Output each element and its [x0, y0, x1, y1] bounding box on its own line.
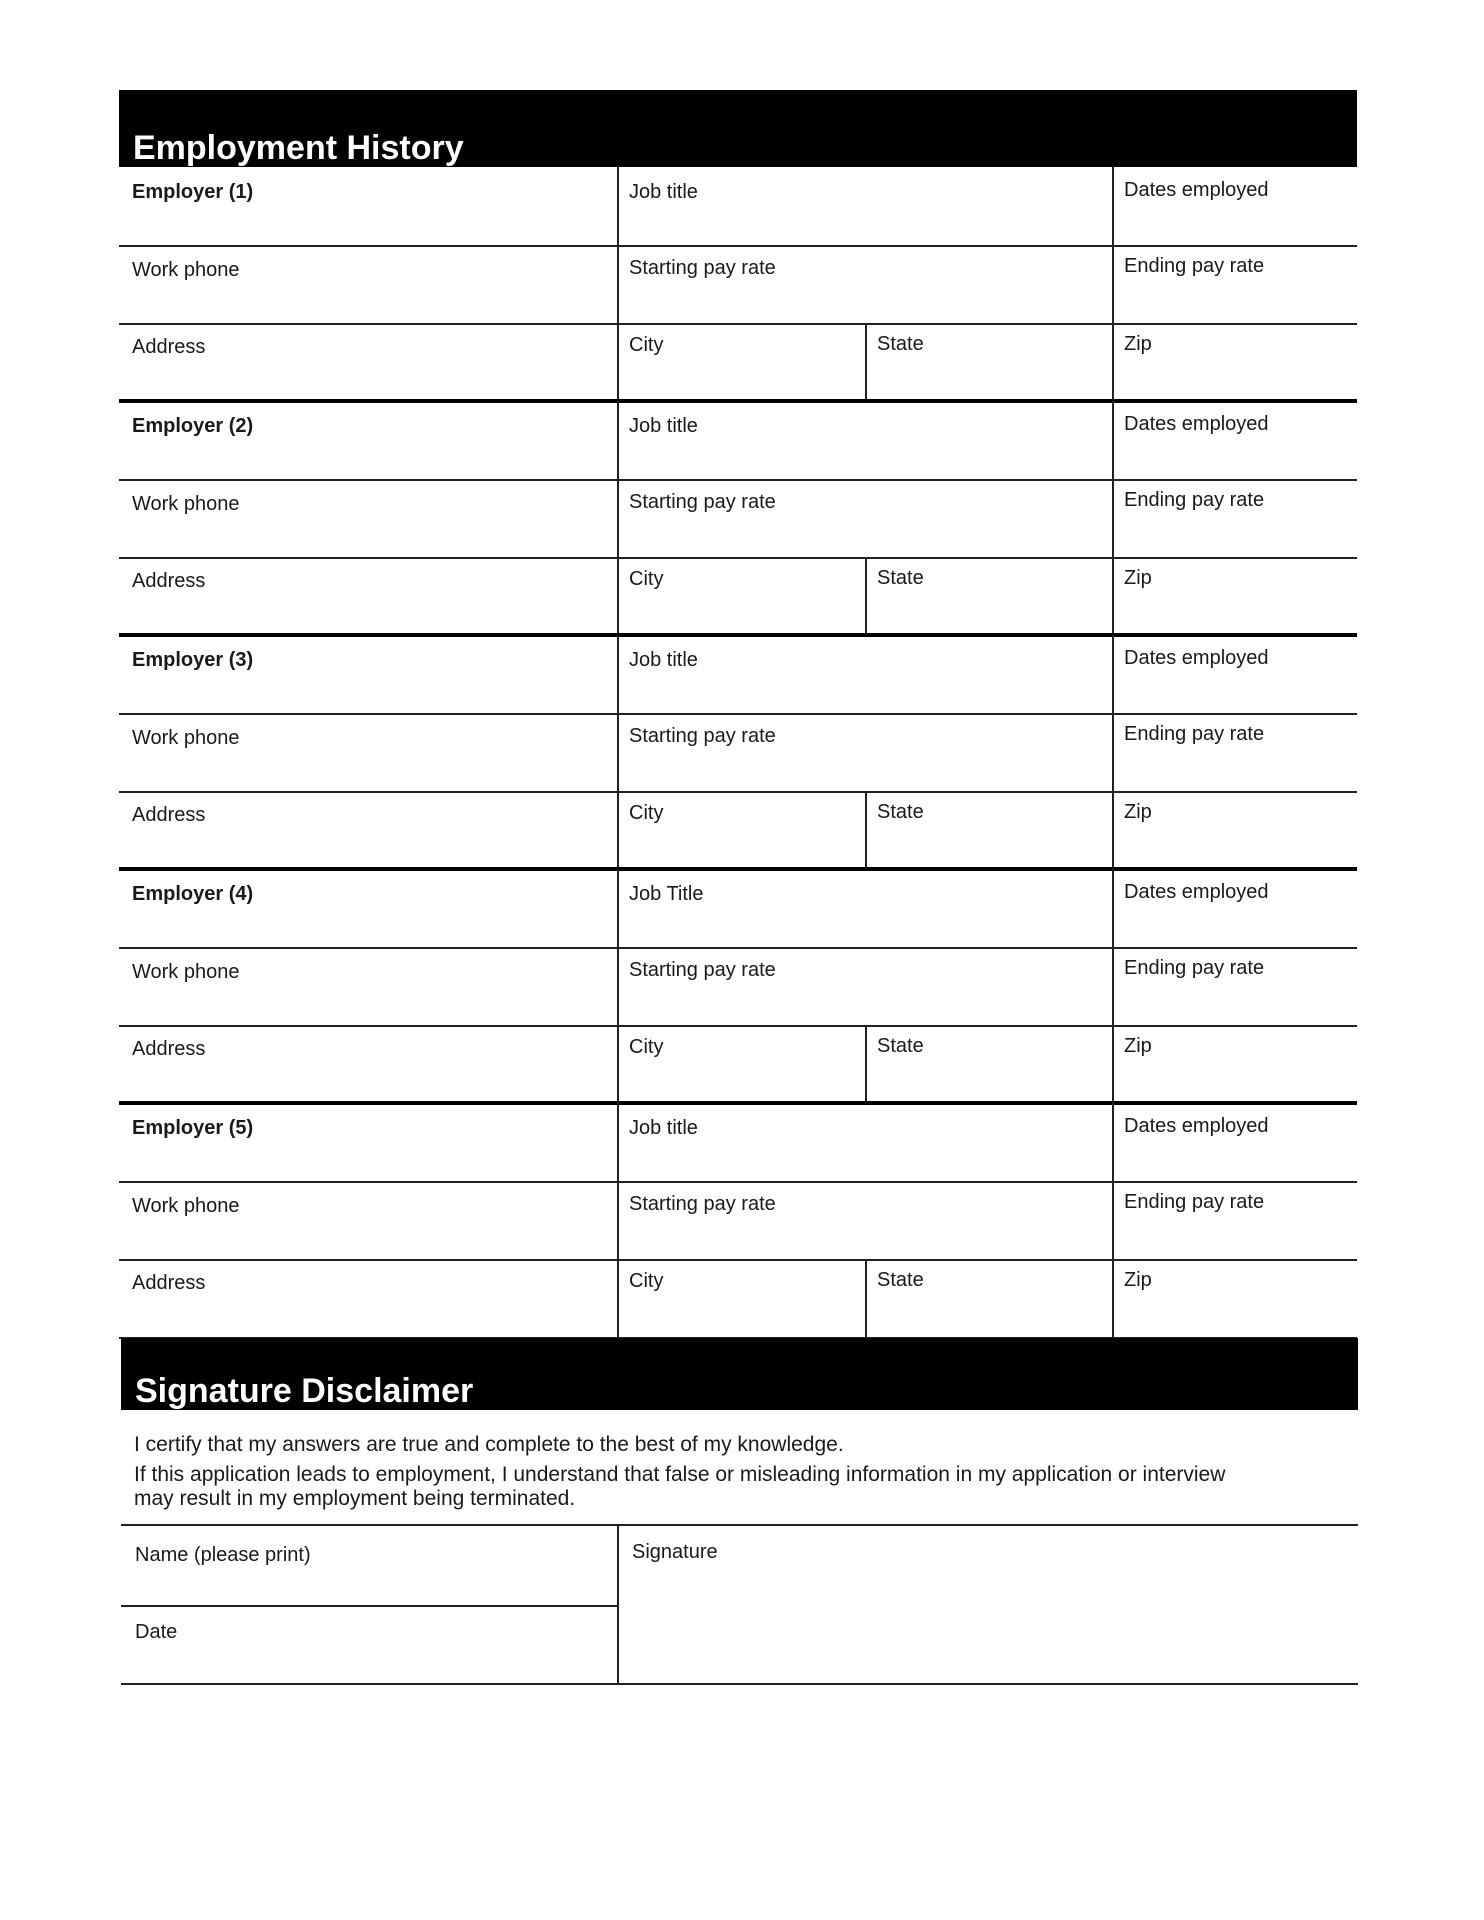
ending-pay-rate-field[interactable]: Ending pay rate [1124, 255, 1265, 277]
work-phone-field[interactable]: Work phone [132, 961, 240, 983]
city-field[interactable]: City [629, 1270, 664, 1292]
column-rule [1112, 869, 1114, 1103]
column-rule [617, 401, 619, 635]
column-rule [617, 635, 619, 869]
row-rule [119, 713, 1357, 715]
disclaimer-line-2: If this application leads to employment, I understand that false or misleading information in my application or interview [134, 1463, 1226, 1486]
date-field[interactable]: Date [135, 1621, 178, 1643]
employer-number: (2) [228, 415, 254, 437]
row-rule [119, 1181, 1357, 1183]
employment-history-title: Employment History [133, 129, 464, 167]
employment-history-header [119, 90, 1357, 167]
ending-pay-rate-field[interactable]: Ending pay rate [1124, 1191, 1265, 1213]
employer-5-field[interactable] [132, 1118, 253, 1138]
signature-box-top-rule [121, 1524, 1358, 1526]
column-rule [1112, 1103, 1114, 1337]
disclaimer-line-3: may result in my employment being terminated. [134, 1487, 576, 1510]
column-rule [865, 323, 867, 401]
zip-field[interactable]: Zip [1124, 1035, 1152, 1057]
job-title-field[interactable]: Job Title [629, 883, 704, 905]
zip-field[interactable]: Zip [1124, 1269, 1152, 1291]
column-rule [617, 869, 619, 1103]
employer-number: (4) [228, 883, 254, 905]
column-rule [865, 557, 867, 635]
job-title-field[interactable]: Job title [629, 181, 698, 203]
row-rule [119, 479, 1357, 481]
row-rule [119, 323, 1357, 325]
starting-pay-rate-field[interactable]: Starting pay rate [629, 959, 776, 981]
name-date-divider [121, 1605, 618, 1607]
zip-field[interactable]: Zip [1124, 333, 1152, 355]
signature-disclaimer-header [121, 1338, 1358, 1410]
dates-employed-field[interactable]: Dates employed [1124, 647, 1269, 669]
work-phone-field[interactable]: Work phone [132, 493, 240, 515]
ending-pay-rate-field[interactable]: Ending pay rate [1124, 723, 1265, 745]
column-rule [1112, 167, 1114, 401]
disclaimer-text [134, 1430, 1354, 1514]
job-title-field[interactable]: Job title [629, 415, 698, 437]
signature-box-divider [617, 1524, 619, 1685]
row-rule [119, 1259, 1357, 1261]
employer-label: Employer [132, 181, 224, 203]
dates-employed-field[interactable]: Dates employed [1124, 413, 1269, 435]
state-field[interactable]: State [877, 567, 924, 589]
employer-3-separator [119, 633, 1357, 637]
state-field[interactable]: State [877, 801, 924, 823]
address-field[interactable]: Address [132, 570, 206, 592]
row-rule [119, 245, 1357, 247]
row-rule [119, 557, 1357, 559]
zip-field[interactable]: Zip [1124, 801, 1152, 823]
job-title-field[interactable]: Job title [629, 649, 698, 671]
name-print-field[interactable]: Name (please print) [135, 1544, 311, 1566]
employer-label: Employer [132, 415, 224, 437]
address-field[interactable]: Address [132, 1038, 206, 1060]
disclaimer-line-1: I certify that my answers are true and complete to the best of my knowledge. [134, 1433, 844, 1456]
employer-label: Employer [132, 649, 224, 671]
column-rule [617, 167, 619, 401]
starting-pay-rate-field[interactable]: Starting pay rate [629, 1193, 776, 1215]
row-rule [119, 791, 1357, 793]
employer-4-separator [119, 867, 1357, 871]
employer-label: Employer [132, 1117, 224, 1139]
city-field[interactable]: City [629, 334, 664, 356]
employer-number: (5) [228, 1117, 254, 1139]
ending-pay-rate-field[interactable]: Ending pay rate [1124, 957, 1265, 979]
signature-field[interactable]: Signature [632, 1541, 718, 1563]
address-field[interactable]: Address [132, 336, 206, 358]
state-field[interactable]: State [877, 1035, 924, 1057]
row-rule [119, 947, 1357, 949]
state-field[interactable]: State [877, 333, 924, 355]
work-phone-field[interactable]: Work phone [132, 259, 240, 281]
column-rule [1112, 401, 1114, 635]
column-rule [865, 1259, 867, 1337]
city-field[interactable]: City [629, 802, 664, 824]
work-phone-field[interactable]: Work phone [132, 1195, 240, 1217]
dates-employed-field[interactable]: Dates employed [1124, 881, 1269, 903]
column-rule [1112, 635, 1114, 869]
employer-number: (1) [228, 181, 254, 203]
row-rule [119, 1025, 1357, 1027]
column-rule [617, 1103, 619, 1337]
starting-pay-rate-field[interactable]: Starting pay rate [629, 725, 776, 747]
address-field[interactable]: Address [132, 804, 206, 826]
job-title-field[interactable]: Job title [629, 1117, 698, 1139]
state-field[interactable]: State [877, 1269, 924, 1291]
zip-field[interactable]: Zip [1124, 567, 1152, 589]
dates-employed-field[interactable]: Dates employed [1124, 1115, 1269, 1137]
employer-3-field[interactable] [132, 650, 253, 670]
employer-2-separator [119, 399, 1357, 403]
signature-disclaimer-title: Signature Disclaimer [135, 1372, 474, 1410]
dates-employed-field[interactable]: Dates employed [1124, 179, 1269, 201]
starting-pay-rate-field[interactable]: Starting pay rate [629, 491, 776, 513]
column-rule [865, 1025, 867, 1103]
work-phone-field[interactable]: Work phone [132, 727, 240, 749]
ending-pay-rate-field[interactable]: Ending pay rate [1124, 489, 1265, 511]
employer-2-field[interactable] [132, 416, 253, 436]
employer-1-field[interactable] [132, 182, 253, 202]
employer-5-separator [119, 1101, 1357, 1105]
starting-pay-rate-field[interactable]: Starting pay rate [629, 257, 776, 279]
column-rule [865, 791, 867, 869]
employer-label: Employer [132, 883, 224, 905]
address-field[interactable]: Address [132, 1272, 206, 1294]
employer-4-field[interactable] [132, 884, 253, 904]
city-field[interactable]: City [629, 568, 664, 590]
city-field[interactable]: City [629, 1036, 664, 1058]
employer-number: (3) [228, 649, 254, 671]
signature-box-bottom-rule [121, 1683, 1358, 1685]
